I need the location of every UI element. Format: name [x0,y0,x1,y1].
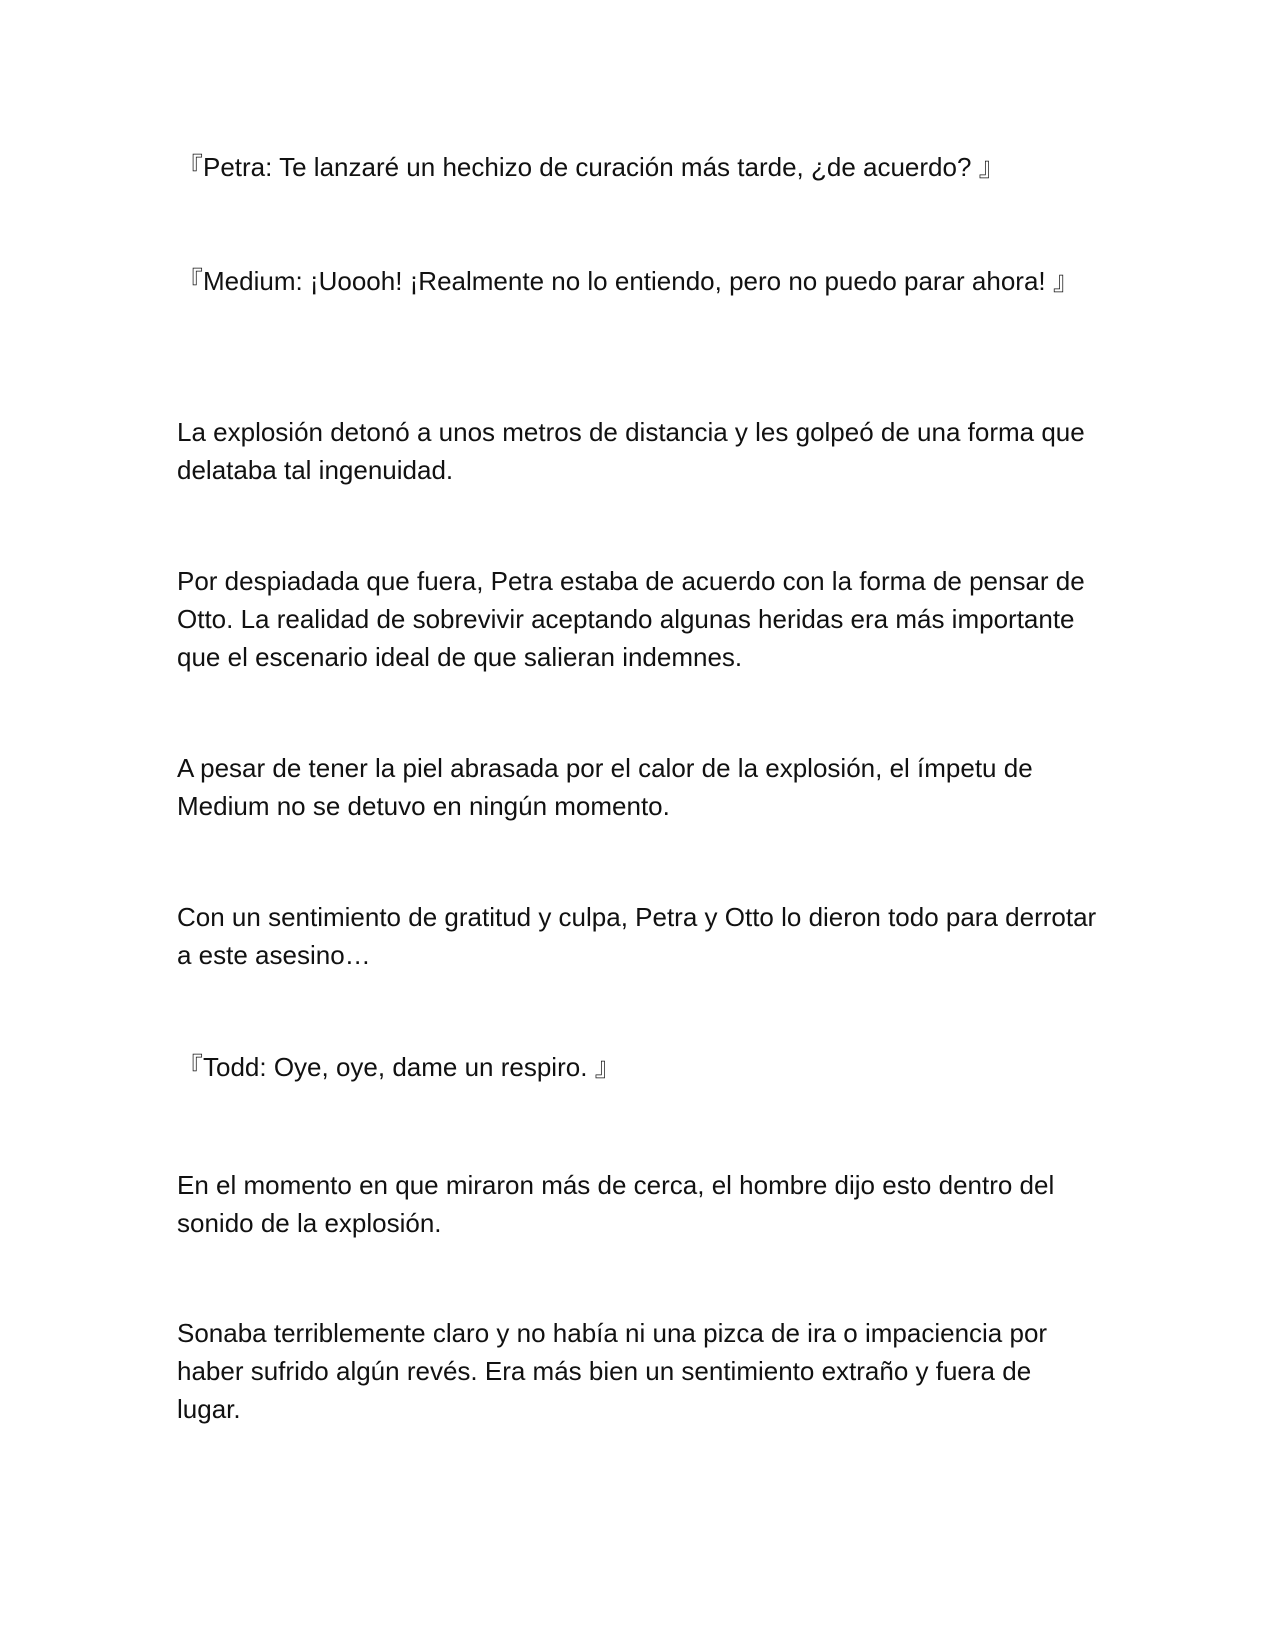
paragraph-petra-otto: Por despiadada que fuera, Petra estaba de acuerdo con la forma de pensar de Otto. La realidad de sobrevivir aceptando algunas heridas era más importante que el escenario ideal de que salieran indemnes. [177,566,1085,672]
dialogue-medium: 『Medium: ¡Uoooh! ¡Realmente no lo entiendo, pero no puedo parar ahora! 』 [177,266,1079,296]
paragraph-clear-sound: Sonaba terriblemente claro y no había ni una pizca de ira o impaciencia por haber sufrido algún revés. Era más bien un sentimiento extraño y fuera de lugar. [177,1318,1048,1424]
dialogue-todd: 『Todd: Oye, oye, dame un respiro. 』 [177,1052,621,1082]
paragraph-explosion: La explosión detonó a unos metros de distancia y les golpeó de una forma que delataba tal ingenuidad. [177,417,1085,485]
paragraph-medium: A pesar de tener la piel abrasada por el calor de la explosión, el ímpetu de Medium no se detuvo en ningún momento. [177,753,1033,821]
dialogue-petra: 『Petra: Te lanzaré un hechizo de curación más tarde, ¿de acuerdo? 』 [177,152,1005,182]
paragraph-closer-look: En el momento en que miraron más de cerca, el hombre dijo esto dentro del sonido de la explosión. [177,1170,1055,1238]
paragraph-gratitude: Con un sentimiento de gratitud y culpa, Petra y Otto lo dieron todo para derrotar a este asesino… [177,902,1097,970]
